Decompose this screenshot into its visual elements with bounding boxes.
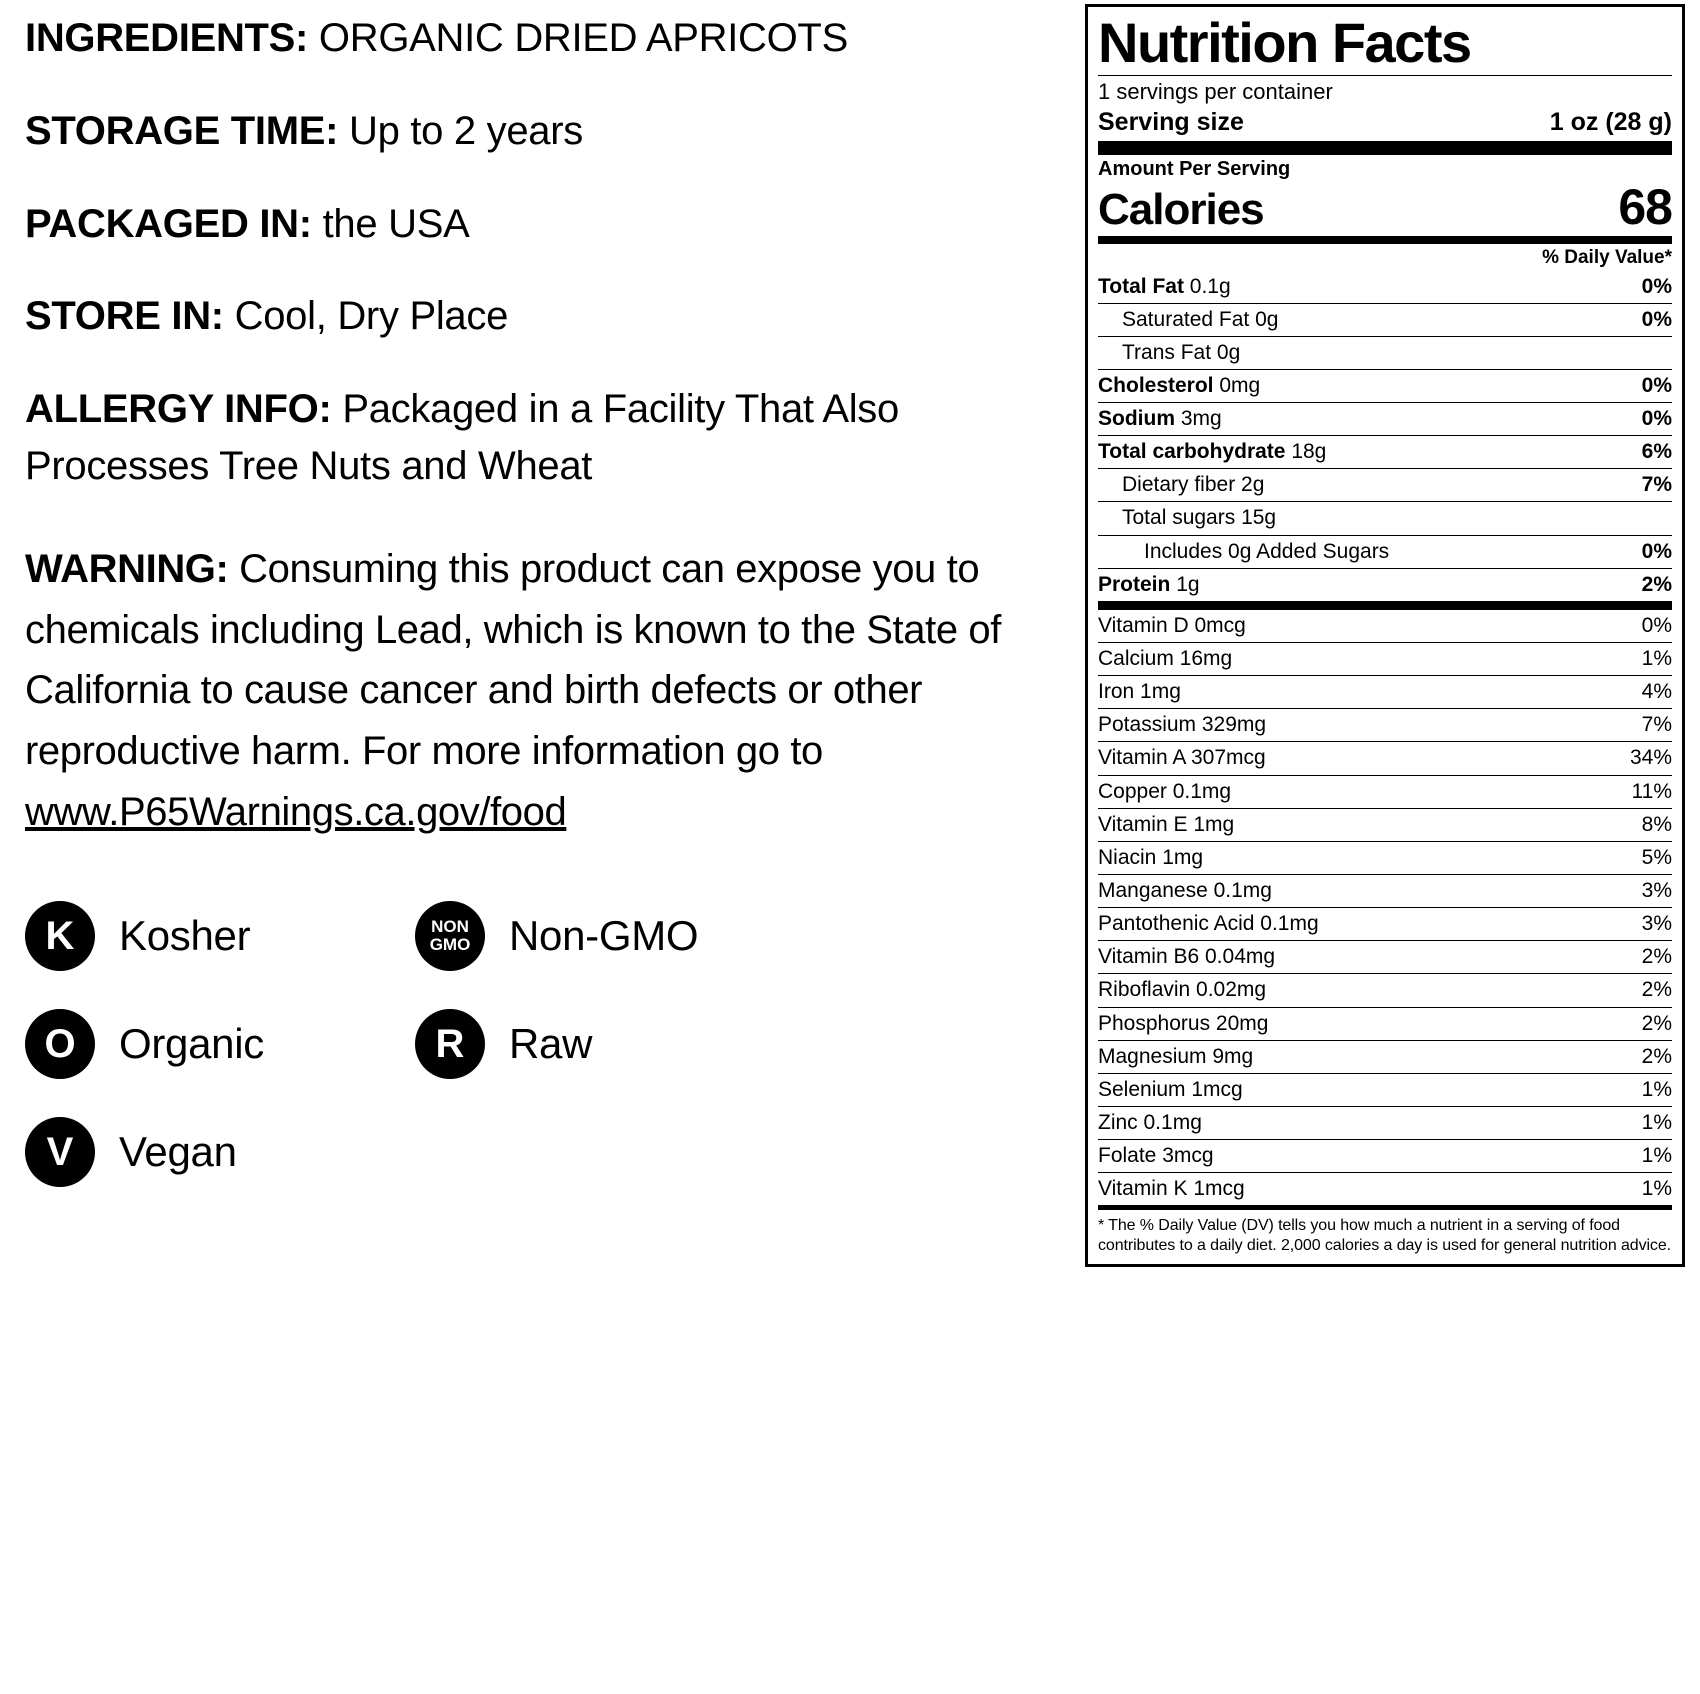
nutrient-dv: 0% — [1641, 613, 1672, 637]
nutrient-label: Trans Fat — [1122, 340, 1212, 364]
table-row — [1098, 1008, 1672, 1041]
nutrient-name: Calcium 16mg — [1098, 647, 1233, 671]
nutrient-dv: 1% — [1641, 647, 1672, 671]
nutrient-label: Total sugars — [1122, 506, 1236, 530]
info-ingredients-label: INGREDIENTS: — [25, 16, 309, 60]
nutrient-name: Vitamin B6 0.04mg — [1098, 945, 1276, 969]
daily-value-header: % Daily Value* — [1542, 246, 1672, 268]
table-row — [1098, 1074, 1672, 1107]
nutrient-dv: 7% — [1641, 473, 1672, 497]
table-row — [1098, 403, 1672, 436]
table-row — [1098, 974, 1672, 1007]
table-row — [1098, 610, 1672, 643]
table-row — [1098, 569, 1672, 602]
non-gmo-icon: NON GMO — [415, 901, 485, 971]
nutrient-name: Vitamin E 1mg — [1098, 812, 1235, 836]
nutrient-name — [1098, 440, 1326, 464]
info-storage-time-value: Up to 2 years — [348, 108, 583, 153]
badge-organic-label: Organic — [119, 1019, 264, 1067]
nutrient-dv: 3% — [1641, 912, 1672, 936]
nutrient-dv: 0% — [1641, 539, 1672, 563]
badge-vegan — [25, 1117, 415, 1187]
nutrient-label: Protein — [1098, 572, 1171, 596]
nutrient-dv: 4% — [1641, 680, 1672, 704]
table-row — [1098, 502, 1672, 535]
nutrient-name: Copper 0.1mg — [1098, 779, 1232, 803]
nutrient-dv: 11% — [1631, 779, 1672, 803]
table-row — [1098, 809, 1672, 842]
nutrient-name: Riboflavin 0.02mg — [1098, 978, 1267, 1002]
nutrient-dv: 2% — [1641, 1044, 1672, 1068]
nutrient-dv: 1% — [1641, 1144, 1672, 1168]
nutrient-dv: 2% — [1641, 945, 1672, 969]
nutrient-name: Iron 1mg — [1098, 680, 1181, 704]
prop65-warning-label: WARNING: — [25, 546, 229, 591]
organic-icon: O — [25, 1009, 95, 1079]
nutrient-amount: 2g — [1241, 473, 1265, 497]
serving-size-value: 1 oz (28 g) — [1549, 108, 1672, 136]
nutrient-dv: 2% — [1641, 1011, 1672, 1035]
nutrient-label: Total carbohydrate — [1098, 440, 1286, 464]
badge-row — [25, 1117, 1055, 1187]
nutrition-facts-panel — [1085, 0, 1700, 1694]
raw-icon: R — [415, 1009, 485, 1079]
info-allergy-value: Packaged in a Facility That Also Processes Tree Nuts and Wheat — [25, 387, 899, 488]
badge-row — [25, 901, 1055, 971]
table-row — [1098, 742, 1672, 775]
info-store-in-label: STORE IN: — [25, 294, 224, 339]
badge-kosher-label: Kosher — [119, 911, 251, 959]
nutrient-name: Phosphorus 20mg — [1098, 1011, 1269, 1035]
table-row — [1098, 842, 1672, 875]
nutrition-facts-title: Nutrition Facts — [1098, 11, 1471, 74]
nutrient-dv: 1% — [1641, 1111, 1672, 1135]
kosher-icon: K — [25, 901, 95, 971]
nutrient-label: Cholesterol — [1098, 373, 1214, 397]
nutrient-dv: 5% — [1641, 845, 1672, 869]
badge-raw-label: Raw — [509, 1019, 593, 1067]
nutrient-amount: 0g — [1216, 340, 1241, 364]
nutrient-label: Saturated Fat — [1122, 307, 1250, 331]
nutrient-name — [1122, 473, 1264, 497]
info-packaged-in-value: the USA — [322, 201, 470, 246]
nutrition-facts-box — [1085, 4, 1685, 1267]
vegan-icon: V — [25, 1117, 95, 1187]
nutrient-name — [1098, 275, 1231, 299]
nutrient-dv: 0% — [1641, 373, 1672, 397]
badge-kosher — [25, 901, 415, 971]
table-row — [1098, 643, 1672, 676]
badge-vegan-label: Vegan — [119, 1127, 237, 1175]
nutrient-name: Vitamin K 1mcg — [1098, 1177, 1245, 1201]
badge-raw — [415, 1009, 805, 1079]
info-ingredients — [25, 10, 1055, 67]
nutrient-name: Selenium 1mcg — [1098, 1077, 1243, 1101]
nutrient-name: Pantothenic Acid 0.1mg — [1098, 912, 1319, 936]
table-row — [1098, 875, 1672, 908]
nutrient-name — [1098, 573, 1200, 597]
nutrient-name: Includes 0g Added Sugars — [1144, 539, 1390, 563]
nutrient-name — [1122, 308, 1278, 332]
nutrient-amount: 0mg — [1219, 373, 1261, 397]
badge-row — [25, 1009, 1055, 1079]
table-row — [1098, 709, 1672, 742]
table-row — [1098, 941, 1672, 974]
info-allergy — [25, 381, 1055, 495]
info-store-in — [25, 288, 1055, 345]
table-row — [1098, 469, 1672, 502]
table-row — [1098, 304, 1672, 337]
nutrient-amount: 0.1g — [1189, 274, 1231, 298]
info-packaged-in — [25, 196, 1055, 253]
info-allergy-label: ALLERGY INFO: — [25, 387, 332, 432]
table-row — [1098, 271, 1672, 304]
nutrient-name: Potassium 329mg — [1098, 713, 1267, 737]
nutrient-name — [1122, 341, 1240, 365]
nutrient-amount: 1g — [1176, 572, 1200, 596]
table-row — [1098, 1041, 1672, 1074]
table-row — [1098, 1173, 1672, 1206]
nutrient-dv: 7% — [1641, 713, 1672, 737]
amount-per-serving-label: Amount Per Serving — [1098, 158, 1291, 180]
info-storage-time — [25, 103, 1055, 160]
nutrient-name — [1122, 506, 1276, 530]
nutrient-label: Sodium — [1098, 407, 1175, 431]
nutrient-label: Dietary fiber — [1122, 473, 1236, 497]
nutrient-amount: 18g — [1291, 440, 1327, 464]
table-row — [1098, 776, 1672, 809]
nutrient-dv: 1% — [1641, 1177, 1672, 1201]
calories-row — [1098, 181, 1672, 236]
serving-size-row — [1098, 107, 1672, 141]
nutrient-name: Vitamin A 307mcg — [1098, 746, 1266, 770]
table-row — [1098, 337, 1672, 370]
certification-badges — [25, 901, 1055, 1187]
table-row — [1098, 1107, 1672, 1140]
nutrient-dv: 0% — [1641, 407, 1672, 431]
table-row — [1098, 536, 1672, 569]
badge-non-gmo-label: Non-GMO — [509, 911, 699, 959]
serving-size-label: Serving size — [1098, 108, 1244, 136]
nutrient-name: Folate 3mcg — [1098, 1144, 1214, 1168]
nutrient-amount: 0g — [1255, 307, 1279, 331]
table-row — [1098, 370, 1672, 403]
prop65-warning — [25, 539, 1055, 843]
daily-value-footnote: * The % Daily Value (DV) tells you how much a nutrient in a serving of food contributes to a daily diet. 2,000 calories a day is used for general nutrition advice. — [1098, 1217, 1671, 1255]
nutrient-amount: 3mg — [1180, 407, 1222, 431]
table-row — [1098, 1140, 1672, 1173]
nutrient-name: Zinc 0.1mg — [1098, 1111, 1202, 1135]
nutrient-dv: 0% — [1641, 274, 1672, 298]
nutrient-dv: 3% — [1641, 879, 1672, 903]
prop65-warning-text: Consuming this product can expose you to chemicals including Lead, which is known to the State of California to cause cancer and birth defects or other reproductive harm. For more information go to — [25, 546, 1001, 774]
nutrient-name: Manganese 0.1mg — [1098, 879, 1272, 903]
nutrient-name: Vitamin D 0mcg — [1098, 613, 1246, 637]
info-store-in-value: Cool, Dry Place — [234, 294, 509, 339]
info-packaged-in-label: PACKAGED IN: — [25, 201, 312, 246]
prop65-warning-link[interactable]: www.P65Warnings.ca.gov/food — [25, 789, 567, 834]
servings-per-container: 1 servings per container — [1098, 79, 1333, 104]
calories-label: Calories — [1098, 185, 1264, 235]
nutrient-dv: 1% — [1641, 1077, 1672, 1101]
nutrient-dv: 34% — [1629, 746, 1672, 770]
nutrient-name — [1098, 407, 1222, 431]
nutrient-name: Niacin 1mg — [1098, 845, 1204, 869]
info-ingredients-value: ORGANIC DRIED APRICOTS — [318, 16, 848, 60]
nutrient-dv: 8% — [1641, 812, 1672, 836]
nutrient-name — [1098, 374, 1260, 398]
calories-value: 68 — [1618, 179, 1672, 235]
table-row — [1098, 436, 1672, 469]
nutrient-name: Magnesium 9mg — [1098, 1044, 1254, 1068]
info-storage-time-label: STORAGE TIME: — [25, 108, 339, 153]
nutrient-dv: 2% — [1641, 572, 1672, 596]
table-row — [1098, 676, 1672, 709]
nutrient-label: Total Fat — [1098, 274, 1184, 298]
badge-non-gmo — [415, 901, 805, 971]
nutrient-amount: 15g — [1241, 506, 1277, 530]
nutrient-dv: 0% — [1641, 307, 1672, 331]
nutrient-dv: 6% — [1641, 440, 1672, 464]
table-row — [1098, 908, 1672, 941]
nutrient-dv: 2% — [1641, 978, 1672, 1002]
badge-organic — [25, 1009, 415, 1079]
